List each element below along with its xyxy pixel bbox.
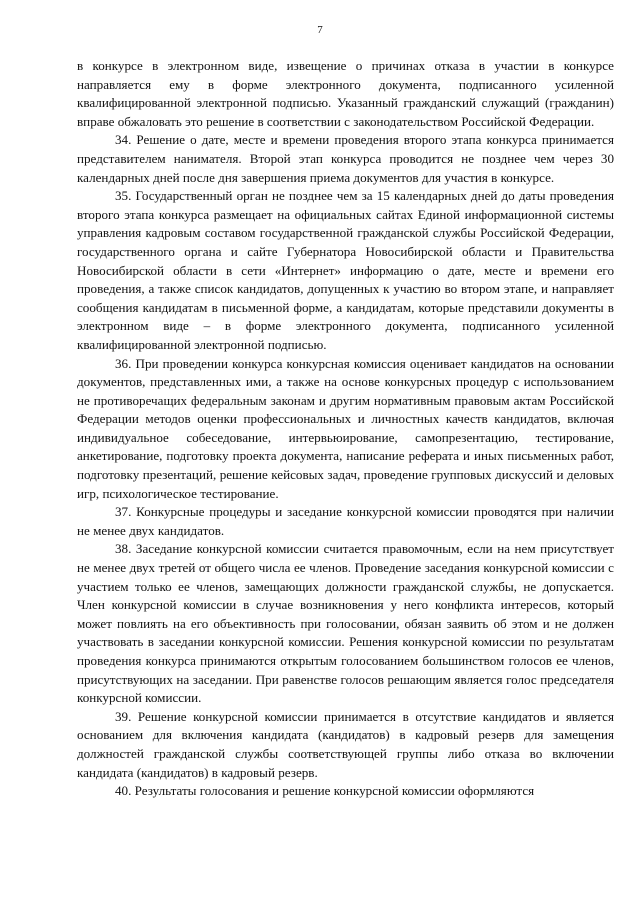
document-body xyxy=(77,57,614,801)
paragraph-38: 38. Заседание конкурсной комиссии считается правомочным, если на нем присутствует не менее двух третей от общего числа ее членов. Проведение заседания конкурсной комиссии с участием только ее членов, замещающих должности гражданской службы, не допускается. Член конкурсной комиссии в случае возникновения у него конфликта интересов, который может повлиять на его объективность при голосовании, обязан заявить об этом и не должен участвовать в заседании конкурсной комиссии. Решения конкурсной комиссии по результатам проведения конкурса принимаются открытым голосованием большинством голосов ее членов, присутствующих на заседании. При равенстве голосов решающим является голос председателя конкурсной комиссии. xyxy=(77,541,614,706)
paragraph-39: 39. Решение конкурсной комиссии принимается в отсутствие кандидатов и является основанием для включения кандидата (кандидатов) в кадровый резерв для замещения должностей гражданской службы соответствующей группы либо отказа во включении кандидата (кандидатов) в кадровый резерв. xyxy=(77,708,614,780)
paragraph-34: 34. Решение о дате, месте и времени проведения второго этапа конкурса принимается представителем нанимателя. Второй этап конкурса проводится не позднее чем через 30 календарных дней после дня завершения приема документов для участия в конкурсе. xyxy=(77,132,614,185)
paragraph-continuation: в конкурсе в электронном виде, извещение о причинах отказа в участии в конкурсе направляется ему в форме электронного документа, подписанного усиленной квалифицированной электронной подписью. Указанный гражданский служащий (гражданин) вправе обжаловать это решение в соответствии с законодательством Российской Федерации. xyxy=(77,58,614,129)
paragraph-35: 35. Государственный орган не позднее чем за 15 календарных дней до даты проведения второго этапа конкурса размещает на официальных сайтах Единой информационной системы управления кадровым составом государственной гражданской службы Российской Федерации, государственного органа и сайте Губернатора Новосибирской области и Правительства Новосибирской области в сети «Интернет» информацию о дате, месте и времени его проведения, а также список кандидатов, допущенных к участию во втором этапе, и направляет сообщения кандидатам в письменной форме, а кандидатам, которые представили документы в электронном виде – в форме электронного документа, подписанного усиленной квалифицированной электронной подписью. xyxy=(77,188,614,352)
page-number: 7 xyxy=(317,24,323,36)
paragraph-37: 37. Конкурсные процедуры и заседание конкурсной комиссии проводятся при наличии не менее двух кандидатов. xyxy=(77,504,614,538)
paragraph-36: 36. При проведении конкурса конкурсная комиссия оценивает кандидатов на основании документов, представленных ими, а также на основе конкурсных процедур с использованием не противоречащих федеральным законам и другим нормативным правовым актам Российской Федерации методов оценки профессиональных и личностных качеств кандидатов, включая индивидуальное собеседование, интервьюирование, самопрезентацию, тестирование, анкетирование, подготовку проекта документа, написание реферата и иных письменных работ, подготовку презентаций, решение кейсовых задач, проведение групповых дискуссий и деловых игр, психологическое тестирование. xyxy=(77,355,614,501)
paragraph-40: 40. Результаты голосования и решение конкурсной комиссии оформляются xyxy=(115,783,535,799)
